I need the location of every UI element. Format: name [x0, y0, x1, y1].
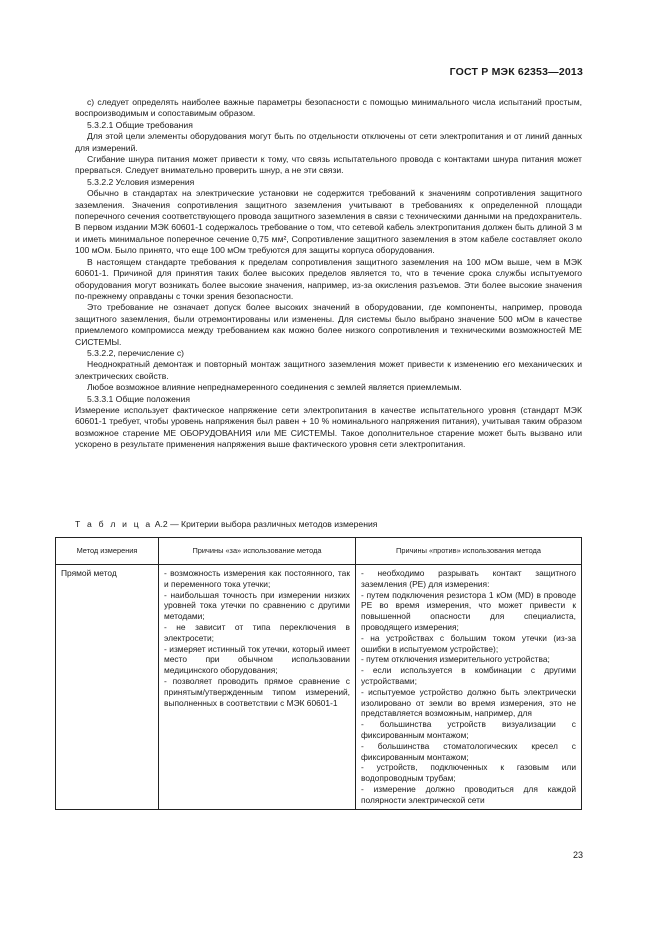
list-item: - измеряет истинный ток утечки, который имеет место при обычном использовании медицинского оборудования;: [164, 643, 350, 676]
list-item: - не зависит от типа переключения в электросети;: [164, 621, 350, 643]
table-caption-prefix: Т а б л и ц а: [75, 519, 153, 529]
list-item: - если используется в комбинации с другими устройствами;: [361, 665, 576, 686]
section-heading: 5.3.3.1 Общие положения: [87, 393, 191, 404]
column-header-cons: Причины «против» использования метода: [356, 538, 582, 565]
paragraph: В настоящем стандарте требования к пределам сопротивления защитного заземления на 100 мОм выше, чем в МЭК 60601-1. Причиной для принятия таких более высоких пределов является то, что в течение срока службы испытуемого оборудования могут возникать более высокие значения, например, из-за окисления разъемов. Эти более высокие значения по-прежнему оправданы с точки зрения безопасности.: [75, 256, 582, 301]
table-row: [56, 565, 582, 810]
document-header: ГОСТ Р МЭК 62353—2013: [449, 66, 583, 78]
list-item: - возможность измерения как постоянного, так и переменного тока утечки;: [164, 568, 350, 589]
list-item: - большинства стоматологических кресел с фиксированным монтажом;: [361, 740, 576, 762]
list-item: - наибольшая точность при измерении низких уровней тока утечки по сравнению с другими методами;: [164, 589, 350, 622]
paragraph: Измерение использует фактическое напряжение сети электропитания в качестве испытательного уровня (стандарт МЭК 60601-1 требует, чтобы уровень напряжения был равен + 10 % номинального напряжения питания), учитывая таким образом возможное старение МЕ ОБОРУДОВАНИЯ или МЕ СИСТЕМЫ. Такое дополнительное старение может быть вызвано или ускорено в результате применения напряжения выше фактического уровня сети электропитания.: [75, 404, 582, 450]
paragraph: Любое возможное влияние непреднамеренного соединения с землей является приемлемым.: [87, 382, 462, 393]
list-item: - большинства устройств визуализации с фиксированным монтажом;: [361, 719, 576, 740]
column-header-method: Метод измерения: [56, 538, 159, 565]
paragraph: Это требование не означает допуск более высоких значений в оборудовании, где компоненты, например, провода защитного заземления, были отремонтированы или изменены. Для системы было выбрано значение 500 мОм в качестве приемлемого компромисса между требованием как можно более низкого сопротивления и техническими возможностей МЕ СИСТЕМЫ.: [75, 302, 582, 347]
paragraph: Обычно в стандартах на электрические установки не содержится требований к значениям сопротивления защитного заземления. Значения сопротивления защитного заземления учитывают в требованиях к определенной площади поперечного сечения соответствующего провода защитного заземления в связи с техническими данными на предохранитель. В первом издании МЭК 60601-1 содержалось требование о том, что сетевой кабель электропитания должен быть длиной 3 м и иметь минимальное поперечное сечение 0,75 мм², Сопротивление защитного заземления в этом кабеле составляет около 100 мОм. Было принято, что еще 100 мОм требуются для защиты корпуса оборудования.: [75, 188, 582, 256]
pros-cell: [159, 565, 356, 810]
list-item: - позволяет проводить прямое сравнение с принятым/утвержденным типом измерений, выполненных в соответствии с МЭК 60601-1: [164, 675, 350, 708]
body-text: [75, 97, 582, 451]
list-item: - путем отключения измерительного устройства;: [361, 654, 550, 665]
paragraph: Неоднократный демонтаж и повторный монтаж защитного заземления может привести к изменению его механических и электрических свойств.: [75, 359, 582, 381]
list-item: - путем подключения резистора 1 кОм (MD) в проводе PE во время измерения, что может привести к повышенной опасности для специалиста, проводящего измерения;: [361, 589, 576, 632]
table-caption: [75, 519, 377, 529]
column-header-pros: Причины «за» использование метода: [159, 538, 356, 565]
criteria-table: [55, 537, 582, 810]
table-header-row: [56, 538, 582, 565]
section-heading: 5.3.2.1 Общие требования: [87, 119, 193, 130]
method-cell: Прямой метод: [56, 565, 159, 810]
section-heading: 5.3.2.2 Условия измерения: [87, 176, 195, 187]
list-item: - устройств, подключенных к газовым или водопроводным трубам;: [361, 762, 576, 784]
paragraph: c) следует определять наиболее важные параметры безопасности с помощью минимального числа испытаний простым, воспроизводимым и сопоставимым образом.: [75, 97, 582, 119]
list-item: - на устройствах с большим током утечки (из-за ошибки в испытуемом устройстве);: [361, 632, 576, 654]
page-number: 23: [572, 850, 583, 860]
cons-cell: [356, 565, 582, 810]
list-item: - необходимо разрывать контакт защитного заземления (PE) для измерения:: [361, 568, 576, 589]
table-caption-title: А.2 — Критерии выбора различных методов измерения: [152, 519, 378, 529]
paragraph: Для этой цели элементы оборудования могут быть по отдельности отключены от сети электропитания и от линий данных для измерений.: [75, 131, 582, 153]
paragraph: Сгибание шнура питания может привести к тому, что связь испытательного провода с контактами шнура питания может прерваться. Следует внимательно проверить шнур, а не эти связи.: [75, 154, 582, 176]
section-heading: 5.3.2.2, перечисление c): [87, 347, 185, 358]
list-item: - измерение должно проводиться для каждой полярности электрической сети: [361, 783, 576, 805]
list-item: - испытуемое устройство должно быть электрически изолировано от земли во время измерения, это не представляется возможным, например, для: [361, 686, 576, 719]
